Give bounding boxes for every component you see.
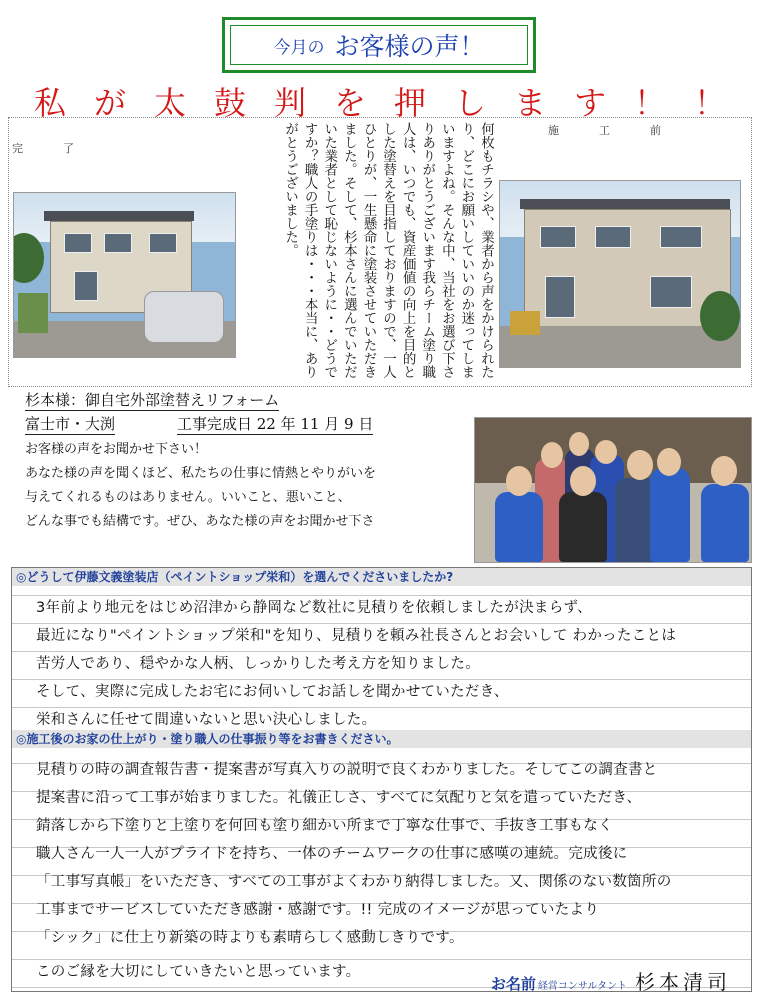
title-small: 今月の [273, 37, 325, 58]
title-badge [222, 17, 536, 73]
question-1: ◎どうして伊藤文義塗装店（ペイントショップ栄和）を選んでくださいましたか? [12, 568, 751, 586]
signature [491, 966, 731, 995]
answer-2-line-3: 錆落しから下塗りと上塗りを何回も塗り細かい所まで丁寧な仕事で、手抜き工事もなく [36, 818, 613, 834]
vertical-message: 何枚もチラシや、業者から声をかけられたり、どこにお願いしていいのか迷ってしまいますよね。そんな中、当社をお選び下さりありがとうございます我らチーム塗り職人は、いつでも、資産価値の向上を目的とした塗替えを目指しておりますので、一人ひとりが、一生懸命に塗装させていただきました。そして、杉本さんに選んでいただいた業者として恥じないように・・どうですか？職人の手塗りは・・・本当に、ありがとうございました。 [282, 122, 494, 379]
answer-1-line-4: そして、実際に完成したお宅にお伺いしてお話しを聞かせていただき、 [36, 684, 509, 700]
after-label: 完了 [12, 142, 114, 155]
headline: 私が太鼓判を押します！！ [33, 84, 754, 122]
signature-label: お名前 [490, 975, 536, 993]
survey-form [11, 567, 752, 992]
answer-1-line-1: 3年前より地元をはじめ沼津から静岡など数社に見積りを依頼しましたが決まらず、 [36, 600, 592, 616]
completion-date: 工事完成日 22 年 11 月 9 日 [177, 415, 374, 433]
answer-2-line-6: 工事までサービスしていただき感謝・感謝です。!! 完成のイメージが思っていたより [36, 902, 600, 918]
answer-2-line-8: このご縁を大切にしていきたいと思っています。 [36, 964, 361, 980]
before-label: 施工前 [548, 124, 701, 137]
answer-2-line-5: 「工事写真帳」をいただき、すべての工事がよくわかり納得しました。又、関係のない数箇所の [36, 874, 672, 890]
customer-name: 杉本様：御自宅外部塗替えリフォーム [25, 391, 280, 409]
title-main: お客様の声！ [334, 32, 485, 61]
answer-2-line-1: 見積りの時の調査報告書・提案書が写真入りの説明で良くわかりました。そしてこの調査書と [36, 762, 658, 778]
answer-1-line-3: 苦労人であり、穏やかな人柄、しっかりした考え方を知りました。 [36, 656, 480, 672]
answer-2-line-7: 「シック」に仕上り新築の時よりも素晴らしく感動しきりです。 [36, 930, 464, 946]
intro-line-4: どんな事でも結構です。ぜひ、あなた様の声をお聞かせ下さ [25, 514, 375, 529]
title-badge-inner [230, 25, 528, 65]
after-photo [13, 192, 236, 358]
before-photo [499, 180, 741, 368]
answer-2-line-2: 提案書に沿って工事が始まりました。礼儀正しさ、すべてに気配りと気を遣っていただき、 [36, 790, 642, 806]
signature-title: 経営コンサルタント [537, 981, 627, 992]
staff-photo [474, 417, 752, 563]
intro-line-1: お客様の声をお聞かせ下さい！ [25, 442, 208, 457]
intro-line-3: 与えてくれるものはありません。いいこと、悪いこと、 [25, 490, 351, 505]
location: 富士市・大渕 [25, 415, 116, 433]
intro-line-2: あなた様の声を聞くほど、私たちの仕事に情熱とやりがいを [25, 466, 377, 481]
answer-1-line-2: 最近になり"ペイントショップ栄和"を知り、見積りを頼み社長さんとお会いして わかったことは [36, 628, 677, 644]
answer-1-line-5: 栄和さんに任せて間違いないと思い決心しました。 [36, 712, 377, 728]
signature-name: 杉本清司 [635, 970, 731, 994]
question-2: ◎施工後のお家の仕上がり・塗り職人の仕事振り等をお書きください。 [12, 730, 751, 748]
answer-2-line-4: 職人さん一人一人がプライドを持ち、一体のチームワークの仕事に感嘆の連続。完成後に [36, 846, 628, 862]
